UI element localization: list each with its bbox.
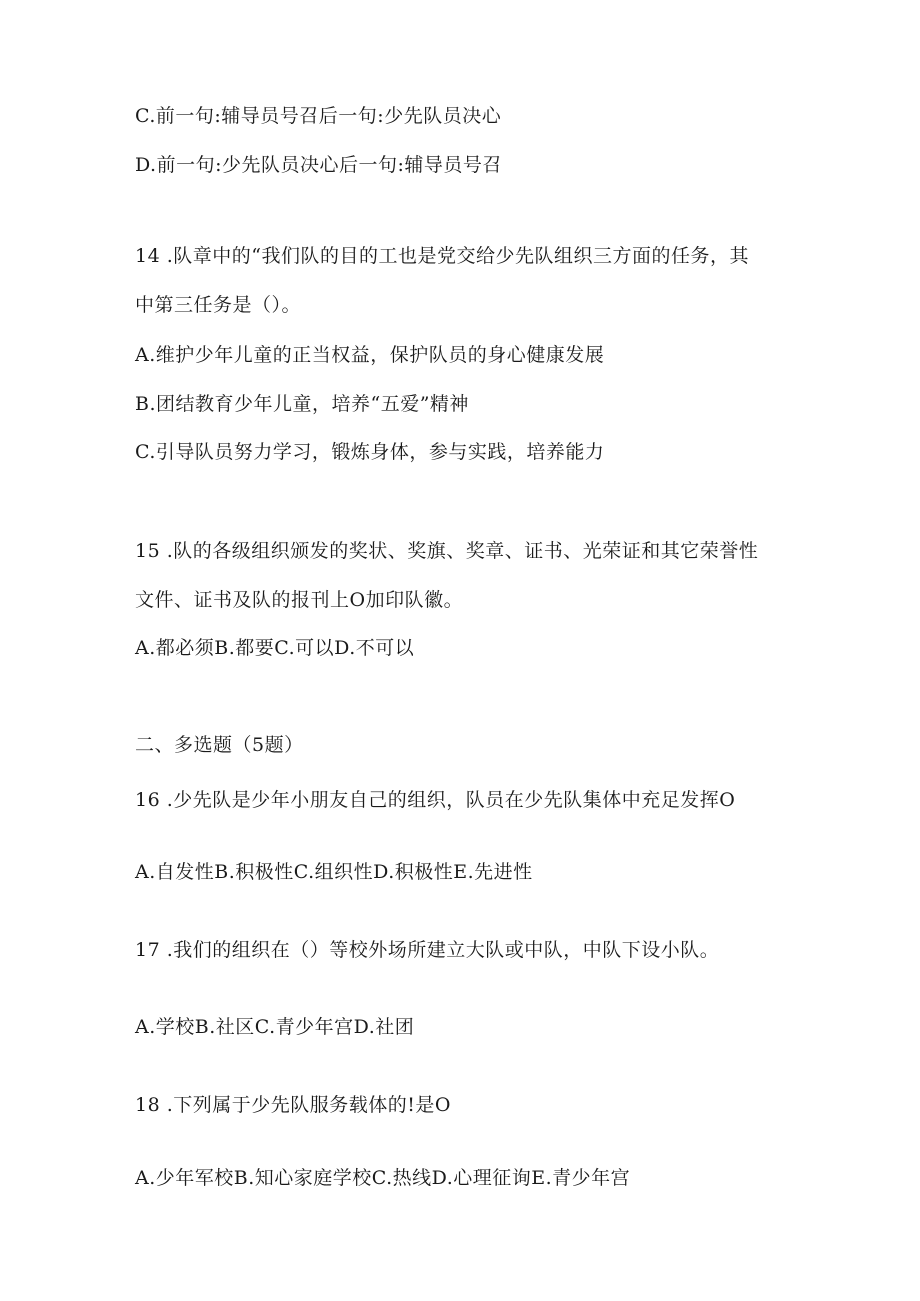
- q13-option-d: D.前一句:少先队员决心后一句:辅导员号召: [135, 154, 502, 176]
- q14-stem-line-2: 中第三任务是（）。: [135, 294, 302, 316]
- q15-options: A.都必须B.都要C.可以D.不可以: [135, 637, 415, 659]
- q18-options: A.少年军校B.知心家庭学校C.热线D.心理征询E.青少年宫: [135, 1167, 631, 1189]
- section-heading: 二、多选题（5题）: [135, 734, 304, 756]
- q14-option-b: B.团结教育少年儿童，培养“五爱”精神: [135, 393, 469, 415]
- q16-stem: 16 .少先队是少年小朋友自己的组织，队员在少先队集体中充足发挥O: [135, 789, 736, 811]
- q15-stem-line-2: 文件、证书及队的报刊上O加印队徽。: [135, 589, 464, 611]
- q13-option-c: C.前一句:辅导员号召后一句:少先队员决心: [135, 105, 502, 127]
- q14-option-a: A.维护少年儿童的正当权益，保护队员的身心健康发展: [135, 344, 605, 366]
- q15-stem-line-1: 15 .队的各级组织颁发的奖状、奖旗、奖章、证书、光荣证和其它荣誉性: [135, 540, 759, 562]
- q16-options: A.自发性B.积极性C.组织性D.积极性E.先进性: [135, 861, 533, 883]
- q14-option-c: C.引导队员努力学习，锻炼身体，参与实践，培养能力: [135, 441, 605, 463]
- q17-stem: 17 .我们的组织在（）等校外场所建立大队或中队，中队下设小队。: [135, 939, 720, 961]
- q18-stem: 18 .下列属于少先队服务载体的!是O: [135, 1094, 451, 1116]
- q14-stem-line-1: 14 .队章中的“我们队的目的工也是党交给少先队组织三方面的任务，其: [135, 245, 749, 267]
- q17-options: A.学校B.社区C.青少年宫D.社团: [135, 1016, 415, 1038]
